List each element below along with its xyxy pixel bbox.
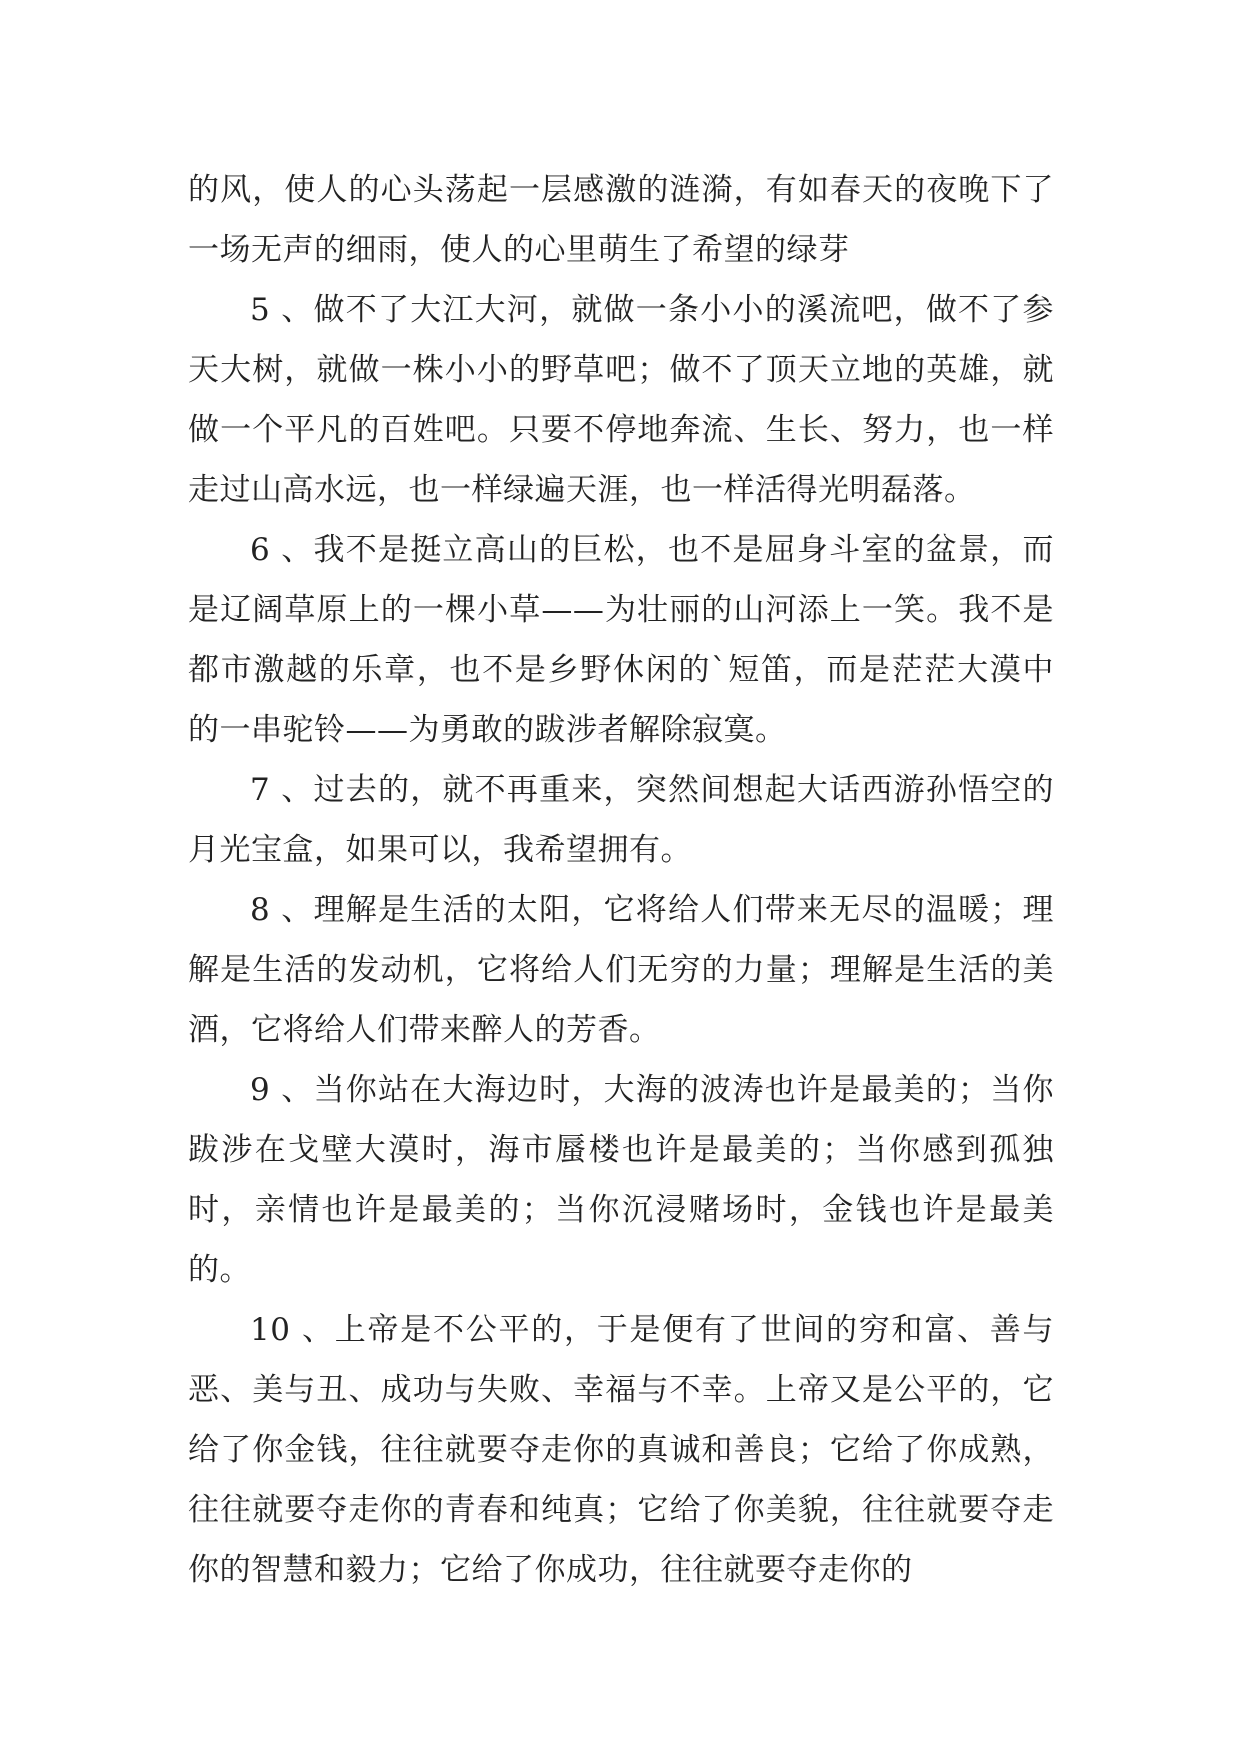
paragraph-item-6: 6 、我不是挺立高山的巨松，也不是屈身斗室的盆景，而是辽阔草原上的一棵小草——为壮丽的山河添上一笑。我不是都市激越的乐章，也不是乡野休闲的`短笛，而是茫茫大漠中的一串驼铃——为勇敢的跋涉者解除寂寞。 [188, 532, 1054, 748]
document-body [188, 160, 1054, 1600]
paragraph-item-7: 7 、过去的，就不再重来，突然间想起大话西游孙悟空的月光宝盒，如果可以，我希望拥有。 [188, 772, 1054, 868]
paragraph-item-10: 10 、上帝是不公平的，于是便有了世间的穷和富、善与恶、美与丑、成功与失败、幸福与不幸。上帝又是公平的，它给了你金钱，往往就要夺走你的真诚和善良；它给了你成熟，往往就要夺走你的青春和纯真；它给了你美貌，往往就要夺走你的智慧和毅力；它给了你成功，往往就要夺走你的 [188, 1312, 1054, 1588]
paragraph-item-8: 8 、理解是生活的太阳，它将给人们带来无尽的温暖；理解是生活的发动机，它将给人们无穷的力量；理解是生活的美酒，它将给人们带来醉人的芳香。 [188, 892, 1054, 1048]
paragraph-continuation: 的风，使人的心头荡起一层感激的涟漪，有如春天的夜晚下了一场无声的细雨，使人的心里萌生了希望的绿芽 [188, 172, 1054, 268]
paragraph-item-5: 5 、做不了大江大河，就做一条小小的溪流吧，做不了参天大树，就做一株小小的野草吧；做不了顶天立地的英雄，就做一个平凡的百姓吧。只要不停地奔流、生长、努力，也一样走过山高水远，也一样绿遍天涯，也一样活得光明磊落。 [188, 292, 1054, 508]
paragraph-item-9: 9 、当你站在大海边时，大海的波涛也许是最美的；当你跋涉在戈壁大漠时，海市蜃楼也许是最美的；当你感到孤独时，亲情也许是最美的；当你沉浸赌场时，金钱也许是最美的。 [188, 1072, 1054, 1288]
